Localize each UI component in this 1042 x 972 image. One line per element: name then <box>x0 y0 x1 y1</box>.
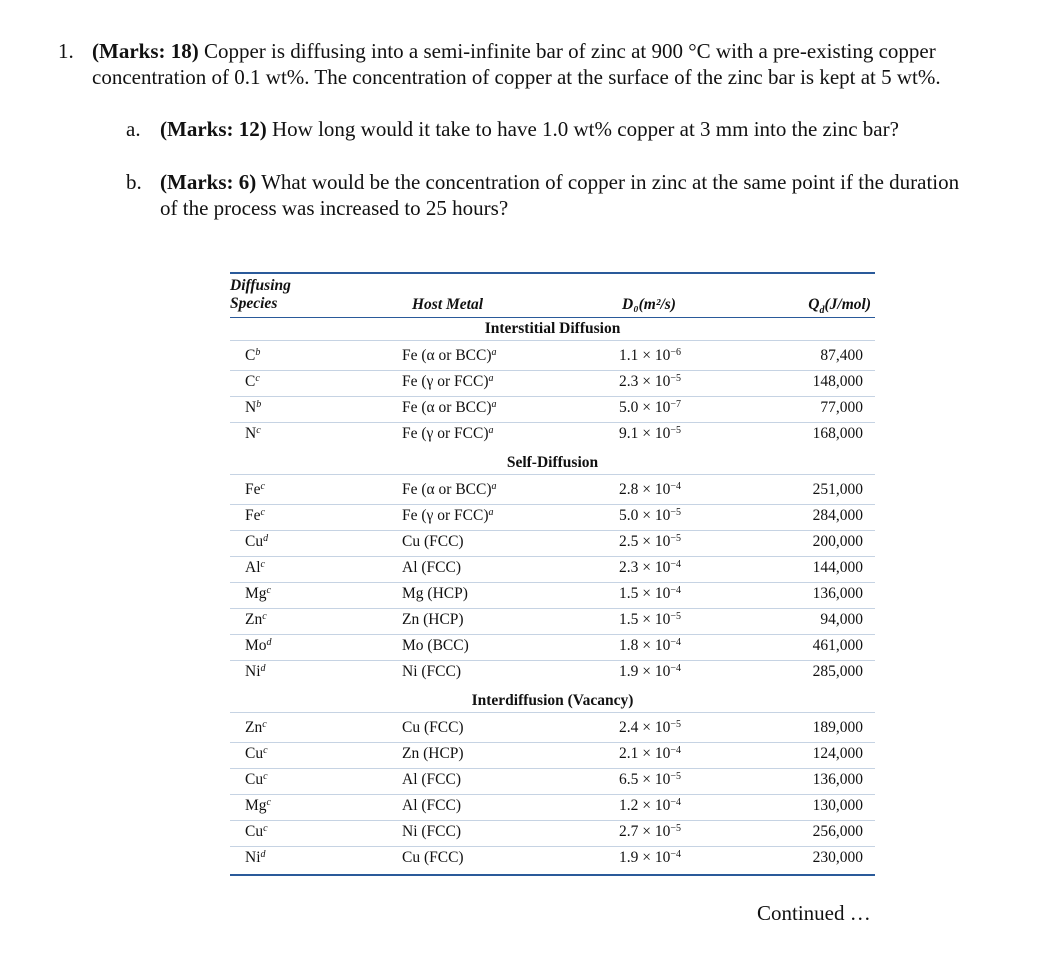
question-number: 1. <box>58 39 74 63</box>
cell-d0: $5.0 \times 10^{-7}$ <box>619 399 682 416</box>
cell-d0: $1.1 \times 10^{-6}$ <box>619 347 682 364</box>
section-rule <box>230 340 875 341</box>
cell-species: Ni$^d$ <box>245 663 266 680</box>
cell-species: Ni$^d$ <box>245 849 266 866</box>
cell-d0: $2.1 \times 10^{-4}$ <box>619 745 682 762</box>
header-d0: D₀(m²/s) <box>622 296 676 313</box>
cell-host-metal: Fe (γ or FCC)$^a$ <box>402 373 494 390</box>
diffusion-data-table <box>230 272 875 872</box>
part-b-body: What would be the concentration of copper in zinc at the same point if the duration of the process was increased to 25 hours? <box>160 170 960 220</box>
row-rule <box>230 846 875 847</box>
cell-d0: $2.4 \times 10^{-5}$ <box>619 719 682 736</box>
cell-d0: $1.8 \times 10^{-4}$ <box>619 637 682 654</box>
row-rule <box>230 504 875 505</box>
cell-d0: $1.5 \times 10^{-4}$ <box>619 585 682 602</box>
cell-host-metal: Cu (FCC) <box>402 719 464 736</box>
cell-host-metal: Zn (HCP) <box>402 611 464 628</box>
cell-qd: 94,000 <box>820 611 863 628</box>
cell-qd: 130,000 <box>812 797 863 814</box>
part-b-label: b. <box>126 170 142 194</box>
part-b-text <box>160 169 980 221</box>
cell-species: Cu$^c$ <box>245 771 268 788</box>
question-marks: (Marks: 18) <box>92 39 199 63</box>
cell-host-metal: Mg (HCP) <box>402 585 468 602</box>
cell-d0: $1.5 \times 10^{-5}$ <box>619 611 682 628</box>
cell-species: Al$^c$ <box>245 559 265 576</box>
section-title: Interdiffusion (Vacancy) <box>471 692 634 709</box>
cell-host-metal: Al (FCC) <box>402 771 461 788</box>
cell-host-metal: Fe (α or BCC)$^a$ <box>402 347 497 364</box>
question-text <box>92 38 1022 90</box>
cell-qd: 148,000 <box>812 373 863 390</box>
part-a-body: How long would it take to have 1.0 wt% copper at 3 mm into the zinc bar? <box>271 117 899 141</box>
cell-qd: 285,000 <box>812 663 863 680</box>
cell-qd: 284,000 <box>812 507 863 524</box>
part-a-label: a. <box>126 117 141 141</box>
cell-species: Mg$^c$ <box>245 797 271 814</box>
cell-d0: $2.8 \times 10^{-4}$ <box>619 481 682 498</box>
cell-qd: 136,000 <box>812 771 863 788</box>
cell-species: Mg$^c$ <box>245 585 271 602</box>
cell-qd: 200,000 <box>812 533 863 550</box>
cell-qd: 136,000 <box>812 585 863 602</box>
section-title: Interstitial Diffusion <box>484 320 621 337</box>
cell-species: Cu$^c$ <box>245 823 268 840</box>
cell-qd: 461,000 <box>812 637 863 654</box>
row-rule <box>230 820 875 821</box>
row-rule <box>230 660 875 661</box>
cell-qd: 144,000 <box>812 559 863 576</box>
question-body: Copper is diffusing into a semi-infinite bar of zinc at 900 °C with a pre-existing copper concentration of 0.1 wt%. The concentration of copper at the surface of the zinc bar is kept at 5 wt%. <box>92 39 941 89</box>
section-rule <box>230 474 875 475</box>
header-diffusing-species: Diffusing Species <box>230 277 291 312</box>
cell-host-metal: Fe (γ or FCC)$^a$ <box>402 425 494 442</box>
row-rule <box>230 742 875 743</box>
part-b-marks: (Marks: 6) <box>160 170 257 194</box>
cell-host-metal: Cu (FCC) <box>402 849 464 866</box>
cell-d0: $9.1 \times 10^{-5}$ <box>619 425 682 442</box>
table-top-rule <box>230 272 875 274</box>
table-bottom-rule <box>230 874 875 876</box>
cell-species: Fe$^c$ <box>245 481 265 498</box>
header-qd: $Q_d(J/mol)$ <box>808 296 871 317</box>
cell-species: Zn$^c$ <box>245 719 267 736</box>
cell-d0: $2.3 \times 10^{-5}$ <box>619 373 682 390</box>
part-a-marks: (Marks: 12) <box>160 117 267 141</box>
row-rule <box>230 370 875 371</box>
cell-species: $N^b$ <box>245 399 262 416</box>
continued-note: Continued … <box>757 901 871 925</box>
cell-qd: 168,000 <box>812 425 863 442</box>
cell-host-metal: Ni (FCC) <box>402 663 461 680</box>
cell-species: $C^b$ <box>245 347 261 364</box>
cell-qd: 77,000 <box>820 399 863 416</box>
cell-d0: $1.9 \times 10^{-4}$ <box>619 849 682 866</box>
cell-qd: 230,000 <box>812 849 863 866</box>
row-rule <box>230 608 875 609</box>
cell-d0: $2.7 \times 10^{-5}$ <box>619 823 682 840</box>
row-rule <box>230 530 875 531</box>
cell-species: Mo$^d$ <box>245 637 272 654</box>
cell-host-metal: Fe (α or BCC)$^a$ <box>402 399 497 416</box>
cell-host-metal: Al (FCC) <box>402 559 461 576</box>
cell-species: Zn$^c$ <box>245 611 267 628</box>
cell-host-metal: Fe (γ or FCC)$^a$ <box>402 507 494 524</box>
cell-qd: 189,000 <box>812 719 863 736</box>
cell-species: Fe$^c$ <box>245 507 265 524</box>
cell-species: $N^c$ <box>245 425 261 442</box>
row-rule <box>230 794 875 795</box>
cell-d0: $5.0 \times 10^{-5}$ <box>619 507 682 524</box>
cell-species: Cu$^c$ <box>245 745 268 762</box>
row-rule <box>230 556 875 557</box>
row-rule <box>230 422 875 423</box>
cell-qd: 124,000 <box>812 745 863 762</box>
cell-qd: 87,400 <box>820 347 863 364</box>
part-a-text <box>160 116 1010 142</box>
cell-species: Cu$^d$ <box>245 533 269 550</box>
section-rule <box>230 712 875 713</box>
cell-host-metal: Al (FCC) <box>402 797 461 814</box>
cell-host-metal: Ni (FCC) <box>402 823 461 840</box>
cell-host-metal: Cu (FCC) <box>402 533 464 550</box>
cell-d0: $2.5 \times 10^{-5}$ <box>619 533 682 550</box>
cell-d0: $1.2 \times 10^{-4}$ <box>619 797 682 814</box>
cell-qd: 256,000 <box>812 823 863 840</box>
row-rule <box>230 634 875 635</box>
cell-d0: $1.9 \times 10^{-4}$ <box>619 663 682 680</box>
header-host-metal: Host Metal <box>412 296 484 313</box>
cell-host-metal: Mo (BCC) <box>402 637 469 654</box>
row-rule <box>230 396 875 397</box>
header-rule <box>230 317 875 318</box>
cell-host-metal: Fe (α or BCC)$^a$ <box>402 481 497 498</box>
row-rule <box>230 768 875 769</box>
cell-d0: $2.3 \times 10^{-4}$ <box>619 559 682 576</box>
cell-qd: 251,000 <box>812 481 863 498</box>
cell-d0: $6.5 \times 10^{-5}$ <box>619 771 682 788</box>
section-title: Self-Diffusion <box>506 454 599 471</box>
row-rule <box>230 582 875 583</box>
cell-species: $C^c$ <box>245 373 260 390</box>
cell-host-metal: Zn (HCP) <box>402 745 464 762</box>
